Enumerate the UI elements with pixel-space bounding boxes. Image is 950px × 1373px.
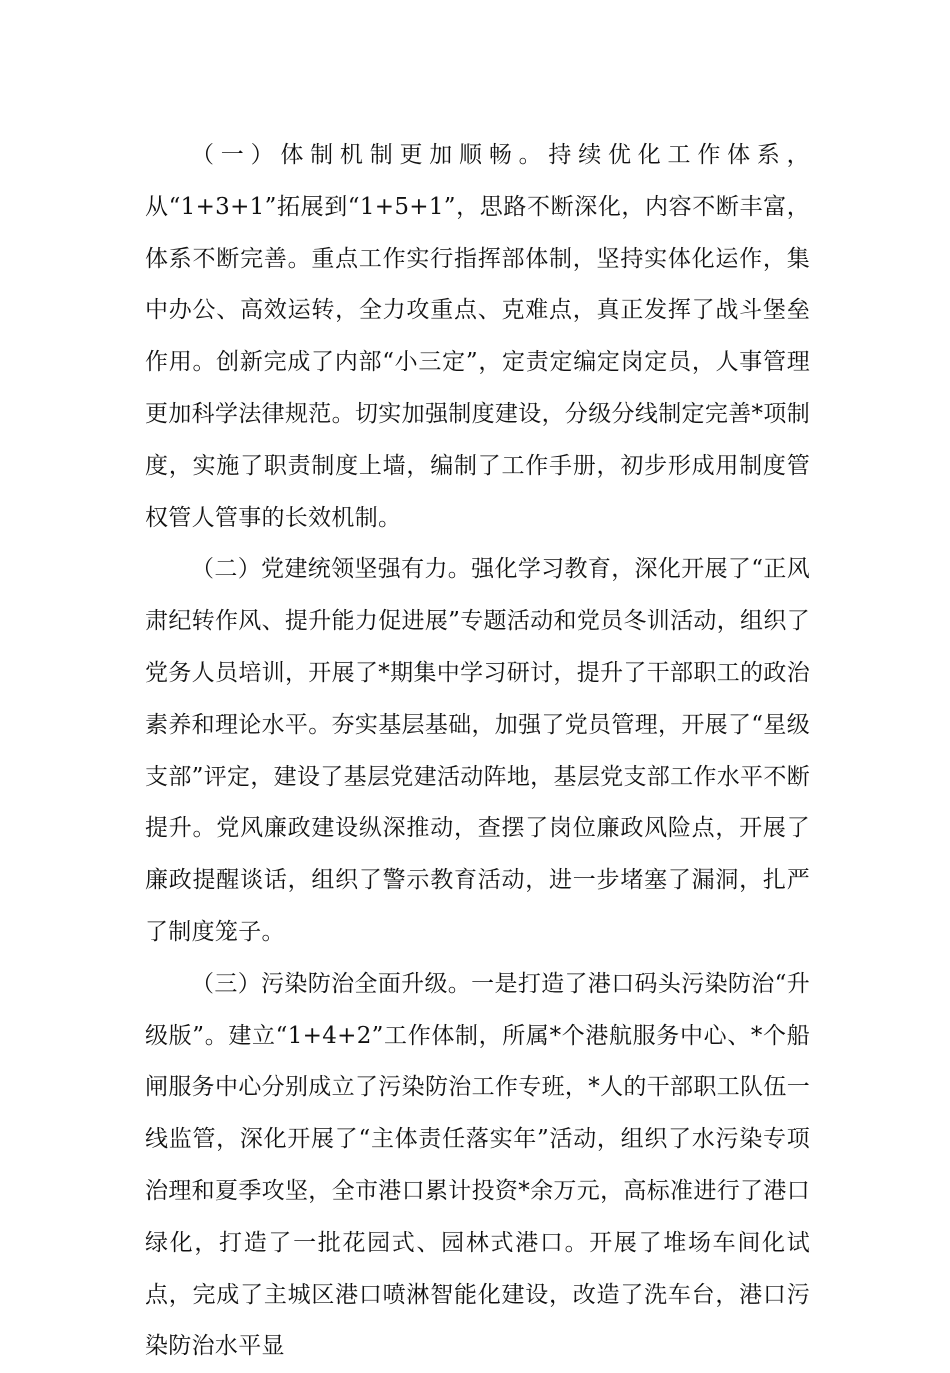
paragraph-pollution-prevention: （三）污染防治全面升级。一是打造了港口码头污染防治“升级版”。建立“1+4+2”工作体制，所属*个港航服务中心、*个船闸服务中心分别成立了污染防治工作专班，*人的干部职工队伍一线监管，深化开展了“主体责任落实年”活动，组织了水污染专项治理和夏季攻坚，全市港口累计投资*余万元，高标准进行了港口绿化，打造了一批花园式、园林式港口。开展了堆场车间化试点，完成了主城区港口喷淋智能化建设，改造了洗车台，港口污染防治水平显	[145, 970, 810, 1360]
paragraph-party-building: （二）党建统领坚强有力。强化学习教育，深化开展了“正风肃纪转作风、提升能力促进展”专题活动和党员冬训活动，组织了党务人员培训，开展了*期集中学习研讨，提升了干部职工的政治素养和理论水平。夯实基层基础，加强了党员管理，开展了“星级支部”评定，建设了基层党建活动阵地，基层党支部工作水平不断提升。党风廉政建设纵深推动，查摆了岗位廉政风险点，开展了廉政提醒谈话，组织了警示教育活动，进一步堵塞了漏洞，扎严了制度笼子。	[145, 556, 810, 945]
document-body	[145, 130, 810, 1373]
paragraph-institutional-mechanism: （一）体制机制更加顺畅。持续优化工作体系，从“1+3+1”拓展到“1+5+1”，思路不断深化，内容不断丰富，体系不断完善。重点工作实行指挥部体制，坚持实体化运作，集中办公、高效运转，全力攻重点、克难点，真正发挥了战斗堡垒作用。创新完成了内部“小三定”，定责定编定岗定员，人事管理更加科学法律规范。切实加强制度建设，分级分线制定完善*项制度，实施了职责制度上墙，编制了工作手册，初步形成用制度管权管人管事的长效机制。	[145, 142, 810, 531]
